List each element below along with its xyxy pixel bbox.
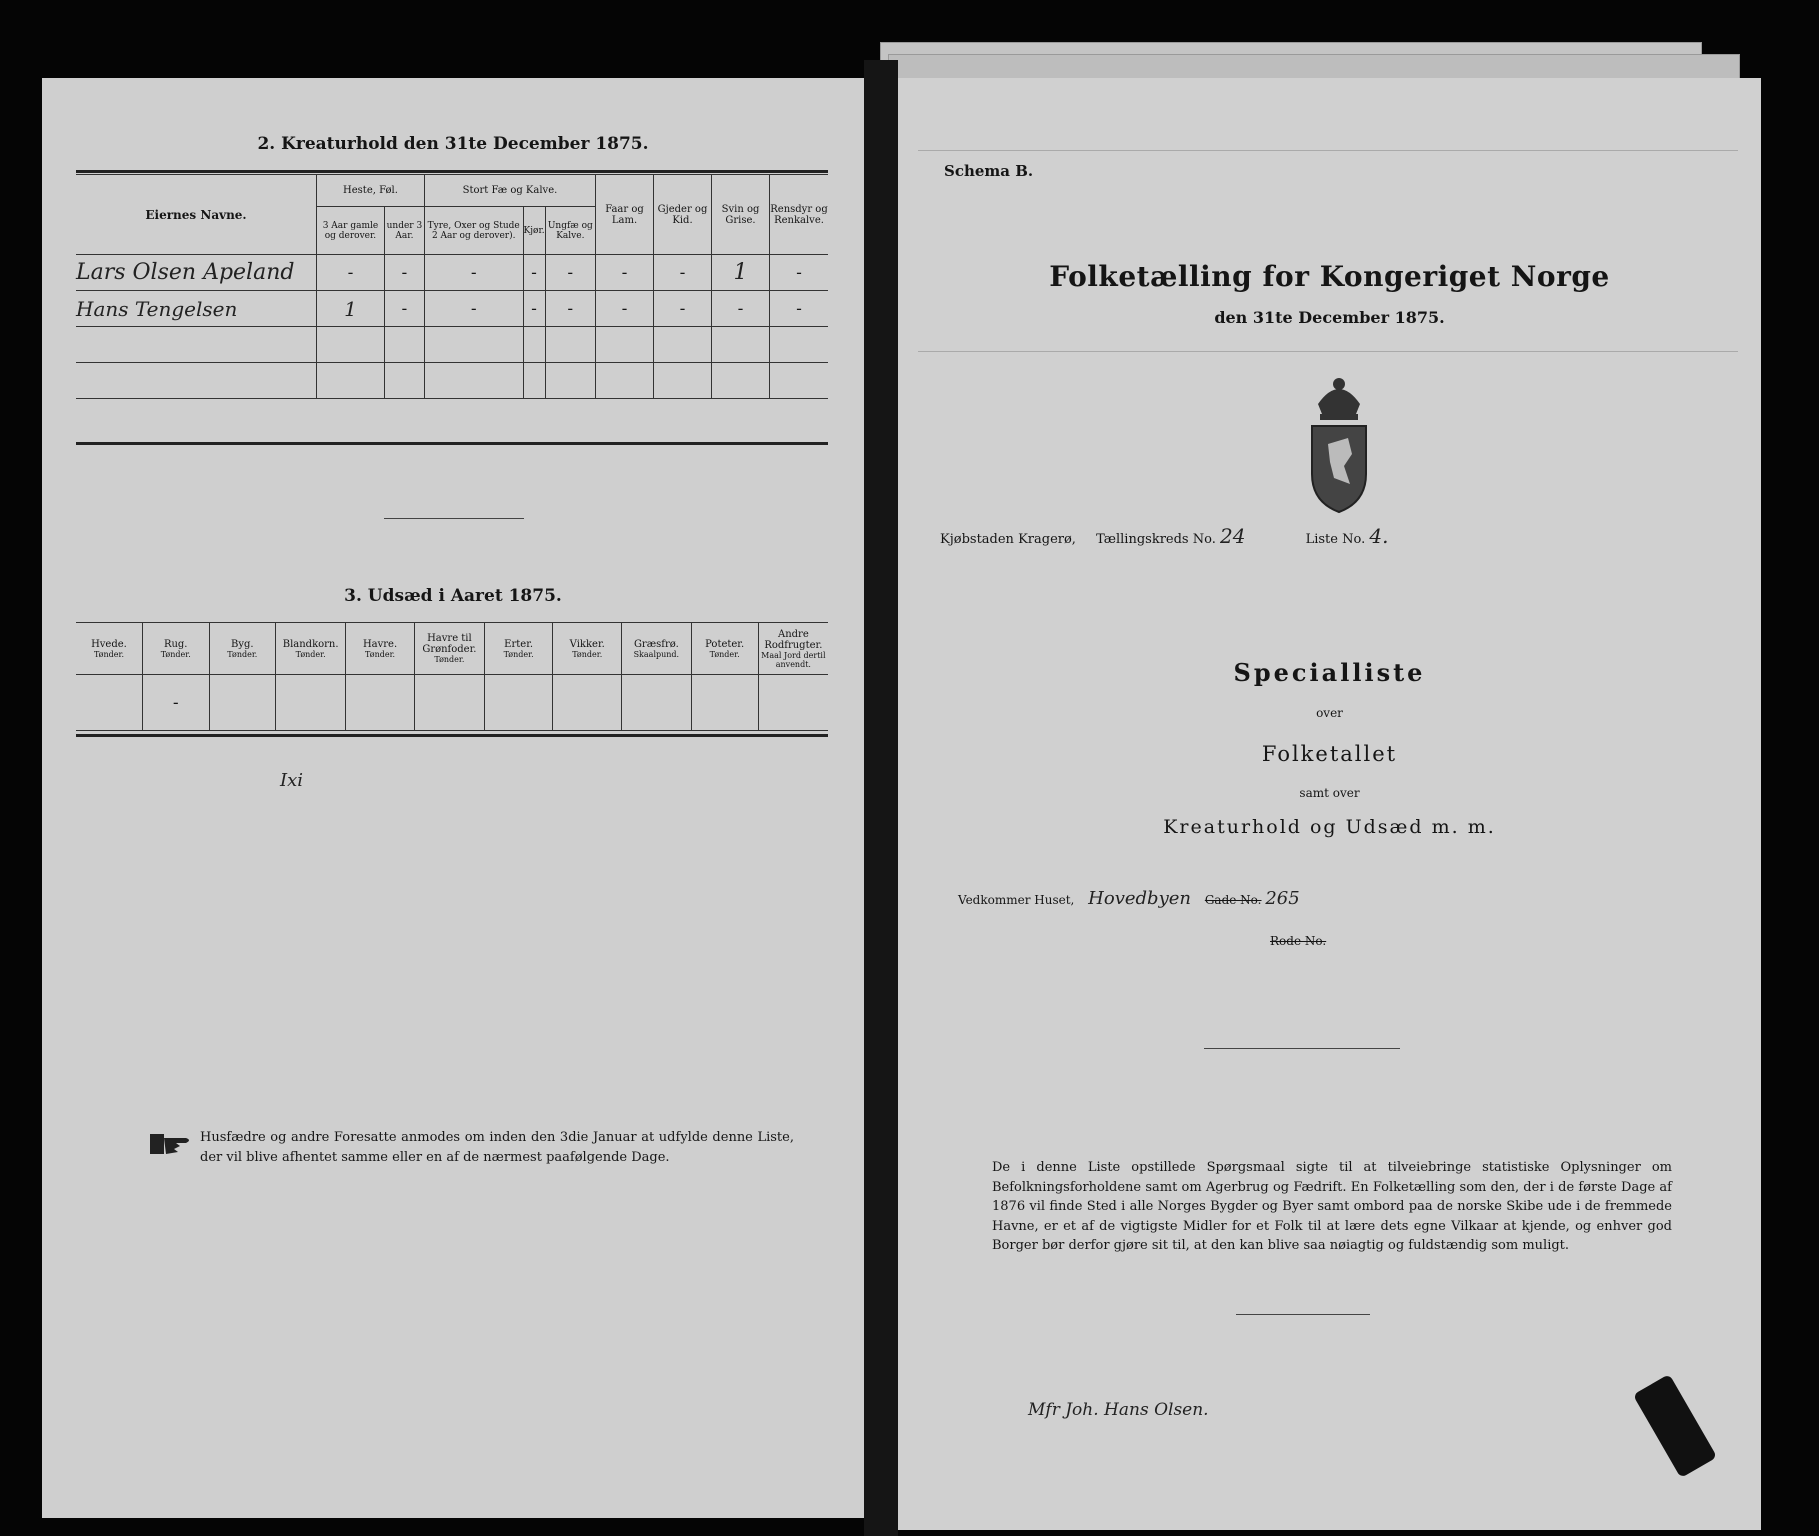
- udsaed-cell: [691, 675, 758, 731]
- udsaed-col-graesfro: Græsfrø. Skaalpund.: [622, 623, 691, 675]
- tyre-header: Tyre, Oxer og Stude 2 Aar og derover).: [424, 207, 523, 255]
- table-row: [76, 327, 828, 363]
- cell-heste-old: 1: [317, 291, 385, 327]
- table-row: [76, 291, 828, 327]
- udsaed-cell: [484, 675, 552, 731]
- rensdyr-header: Rensdyr og Renkalve.: [770, 175, 829, 255]
- udsaed-col-andre: Andre Rodfrugter. Maal Jord dertil anvendt.: [758, 623, 828, 675]
- section2-title: 2. Kreaturhold den 31te December 1875.: [257, 134, 649, 154]
- kjobstad-value: Kragerø,: [1018, 532, 1076, 547]
- coat-of-arms-icon: [1298, 374, 1380, 518]
- divider-rule-1: [1204, 1048, 1400, 1049]
- udsaed-cell: [76, 675, 142, 731]
- document-subtitle: den 31te December 1875.: [1214, 308, 1445, 327]
- heste-header: Heste, Føl.: [317, 175, 425, 207]
- udsaed-cell: [346, 675, 415, 731]
- kreaturhold-table: [76, 174, 828, 399]
- udsaed-col-vikker: Vikker. Tønder.: [553, 623, 622, 675]
- specialliste-heading: Specialliste: [1233, 658, 1426, 687]
- cell-kjor: -: [523, 255, 545, 291]
- cell-ungfae: -: [545, 291, 595, 327]
- book-gutter: [864, 60, 898, 1536]
- table-row: [76, 363, 828, 399]
- cell-rensdyr: -: [770, 291, 829, 327]
- cell-kjor: -: [523, 291, 545, 327]
- udsaed-cell: [553, 675, 622, 731]
- owner-name: Hans Tengelsen: [76, 291, 317, 327]
- udsaed-col-blandkorn: Blandkorn. Tønder.: [276, 623, 346, 675]
- owner-header: Eiernes Navne.: [76, 175, 317, 255]
- section3-title: 3. Udsæd i Aaret 1875.: [344, 586, 562, 606]
- cell-heste-old: -: [317, 255, 385, 291]
- gade-value: 265: [1265, 888, 1300, 909]
- cell-gjeder: -: [654, 291, 712, 327]
- kreaturhold-heading: Kreaturhold og Udsæd m. m.: [1163, 816, 1496, 838]
- table-row: [76, 255, 828, 291]
- notice-text: Husfædre og andre Foresatte anmodes om inden den 3die Januar at udfylde denne Liste, der vil blive afhentet samme eller en af de nærmest paafølgende Dage.: [200, 1130, 794, 1165]
- udsaed-cell: [276, 675, 346, 731]
- table-row: [76, 675, 828, 731]
- cell-svin: 1: [712, 255, 770, 291]
- cell-heste-young: -: [384, 291, 424, 327]
- udsaed-col-rug: Rug. Tønder.: [142, 623, 209, 675]
- cell-ungfae: -: [545, 255, 595, 291]
- udsaed-col-poteter: Poteter. Tønder.: [691, 623, 758, 675]
- udsaed-col-havre: Havre. Tønder.: [346, 623, 415, 675]
- samt-over-text: samt over: [1299, 786, 1360, 800]
- cell-tyre: -: [424, 255, 523, 291]
- heste-young-header: under 3 Aar.: [384, 207, 424, 255]
- heste-old-header: 3 Aar gamle og derover.: [317, 207, 385, 255]
- kreds-value: 24: [1219, 524, 1246, 548]
- signature: Mfr Joh. Hans Olsen.: [1028, 1400, 1209, 1420]
- gjeder-header: Gjeder og Kid.: [654, 175, 712, 255]
- kreds-label: Tællingskreds No.: [1096, 532, 1216, 547]
- cell-heste-young: -: [384, 255, 424, 291]
- right-page: [898, 78, 1761, 1530]
- cell-faar: -: [596, 255, 654, 291]
- udsaed-cell: -: [142, 675, 209, 731]
- udsaed-col-byg: Byg. Tønder.: [209, 623, 276, 675]
- faar-header: Faar og Lam.: [596, 175, 654, 255]
- udsaed-col-hvede: Hvede. Tønder.: [76, 623, 142, 675]
- udsaed-cell: [622, 675, 691, 731]
- udsaed-col-erter: Erter. Tønder.: [484, 623, 552, 675]
- liste-value: 4.: [1369, 524, 1389, 548]
- document-title: Folketælling for Kongeriget Norge: [1049, 260, 1610, 293]
- cell-gjeder: -: [654, 255, 712, 291]
- liste-label: Liste No.: [1305, 532, 1366, 547]
- huset-label: Vedkommer Huset,: [958, 893, 1075, 907]
- cell-rensdyr: -: [770, 255, 829, 291]
- kjobstad-label: Kjøbstaden: [940, 532, 1014, 547]
- udsaed-table: [76, 622, 828, 731]
- location-line: [940, 524, 1740, 548]
- huset-line: [958, 888, 1718, 909]
- divider-rule-2: [1236, 1314, 1370, 1315]
- rode-label: Rode No.: [1270, 934, 1327, 948]
- gade-label: Gade No.: [1204, 893, 1262, 907]
- cell-tyre: -: [424, 291, 523, 327]
- section3-bottom-rule: [76, 734, 828, 737]
- udsaed-cell: [414, 675, 484, 731]
- over-text-1: over: [1316, 706, 1343, 720]
- section2-bottom-rule: [76, 442, 828, 445]
- handwritten-note: Ixi: [280, 770, 304, 791]
- ungfae-header: Ungfæ og Kalve.: [545, 207, 595, 255]
- separator-rule: [384, 518, 524, 519]
- section2-top-rule: [76, 170, 828, 173]
- left-page: [42, 78, 864, 1518]
- schema-label: Schema B.: [944, 162, 1034, 180]
- kjor-header: Kjør.: [523, 207, 545, 255]
- udsaed-cell: [758, 675, 828, 731]
- pointing-hand-icon: [150, 1130, 194, 1162]
- owner-name: Lars Olsen Apeland: [76, 255, 317, 291]
- cell-faar: -: [596, 291, 654, 327]
- cell-svin: -: [712, 291, 770, 327]
- udsaed-cell: [209, 675, 276, 731]
- huset-value: Hovedbyen: [1088, 888, 1191, 909]
- svin-header: Svin og Grise.: [712, 175, 770, 255]
- info-paragraph: De i denne Liste opstillede Spørgsmaal sigte til at tilveiebringe statistiske Oplysninger om Befolkningsforholdene samt om Agerbrug og Fædrift. En Folketælling som den, der i de første Dage af 1876 vil finde Sted i alle Norges Bygder og Byer samt ombord paa de norske Skibe ude i de fremmede Havne, er et af de vigtigste Midler for et Folk til at lære dets egne Vilkaar at kjende, og enhver god Borger bør derfor gjøre sit til, at den kan blive saa nøiagtig og fuldstændig som muligt.: [992, 1160, 1672, 1253]
- udsaed-col-havre-gronfoder: Havre til Grønfoder. Tønder.: [414, 623, 484, 675]
- folketallet-heading: Folketallet: [1261, 742, 1398, 766]
- stort-header: Stort Fæ og Kalve.: [424, 175, 595, 207]
